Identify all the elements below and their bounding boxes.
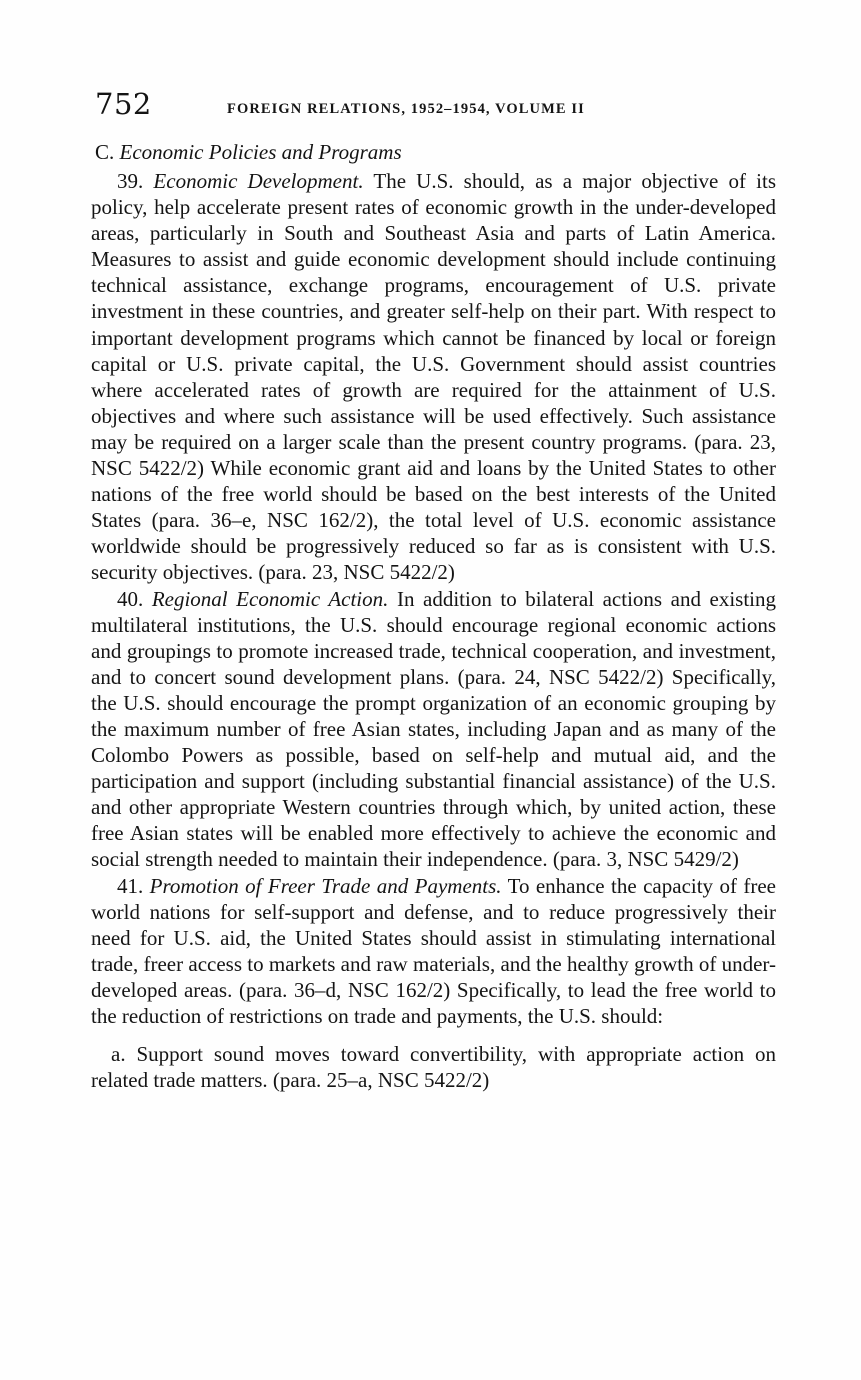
- subparagraph-text: a. Support sound moves toward convertibility, with appropriate action on related trade matters. (para. 25–a, NSC 5422/2): [91, 1042, 776, 1093]
- paragraph-41: [91, 873, 776, 1030]
- section-letter: C.: [95, 140, 115, 164]
- paragraph-title: Promotion of Freer Trade and Payments.: [149, 873, 502, 898]
- paragraph-text: In addition to bilateral actions and existing multilateral institutions, the U.S. should encourage regional economic actions and groupings to promote increased trade, technical cooperation, and investment, and to concert sound development plans. (para. 24, NSC 5422/2) Specifically, the U.S. should encourage the prompt organization of an economic grouping by the maximum number of free Asian states, including Japan and as many of the Colombo Powers as possible, based on self-help and mutual aid, and the participation and support (including substantial financial assistance) of the U.S. and other appropriate Western countries through which, by united action, these free Asian states will be enabled more effectively to achieve the economic and social strength needed to maintain their independence. (para. 3, NSC 5429/2): [91, 586, 777, 872]
- paragraph-text: To enhance the capacity of free world nations for self-support and defense, and to reduce progressively their need for U.S. aid, the United States should assist in stimulating international trade, freer access to markets and raw materials, and the healthy growth of under-developed areas. (para. 36–d, NSC 162/2) Specifically, to lead the free world to the reduction of restrictions on trade and payments, the U.S. should:: [91, 873, 776, 1028]
- running-head: FOREIGN RELATIONS, 1952–1954, VOLUME II: [227, 101, 585, 117]
- body-text: [91, 137, 776, 1093]
- page-number: 752: [95, 87, 152, 121]
- paragraph-text: The U.S. should, as a major objective of its policy, help accelerate present rates of economic growth in the under-developed areas, particularly in South and Southeast Asia and parts of Latin America. Measures to assist and guide economic development should include continuing technical assistance, exchange programs, encouragement of U.S. private investment in these countries, and greater self-help on their part. With respect to important development programs which cannot be financed by local or foreign capital or U.S. private capital, the U.S. Government should assist countries where accelerated rates of growth are required for the attainment of U.S. objectives and where such assistance will be used effectively. Such assistance may be required on a larger scale than the present country programs. (para. 23, NSC 5422/2) While economic grant aid and loans by the United States to other nations of the free world should be based on the best interests of the United States (para. 36–e, NSC 162/2), the total level of U.S. economic assistance worldwide should be progressively reduced so far as is consistent with U.S. security objectives. (para. 23, NSC 5422/2): [91, 169, 776, 585]
- paragraph-number: 40.: [117, 586, 144, 611]
- subparagraph-a: [91, 1041, 776, 1093]
- paragraph-number: 41.: [117, 873, 144, 898]
- paragraph-title: Regional Economic Action.: [151, 586, 389, 611]
- paragraph-39: [91, 168, 776, 586]
- paragraph-title: Economic Development.: [153, 169, 364, 193]
- section-heading: [91, 137, 776, 168]
- paragraph-40: [91, 586, 776, 873]
- section-title: Economic Policies and Programs: [119, 140, 402, 164]
- page-header: [95, 86, 775, 126]
- paragraph-number: 39.: [117, 169, 144, 193]
